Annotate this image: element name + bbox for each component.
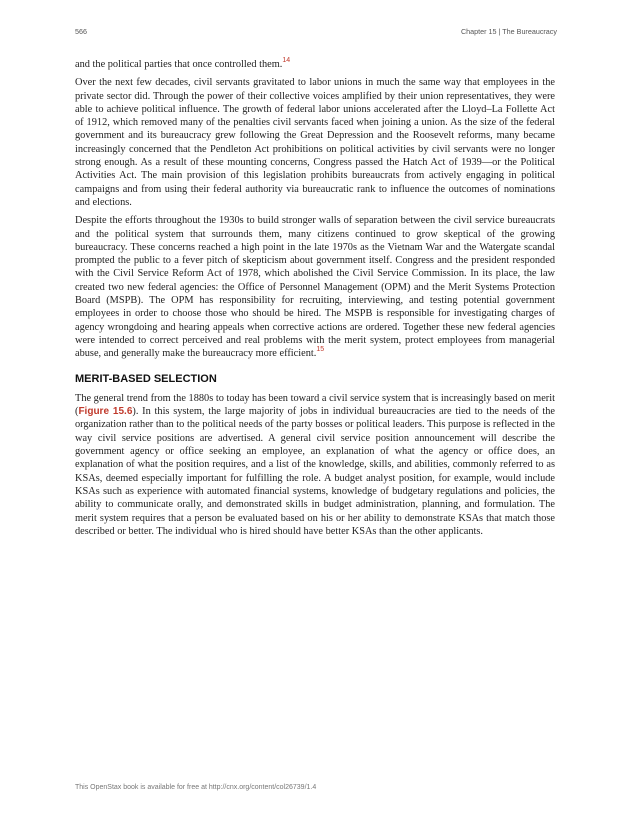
- paragraph-1-text: and the political parties that once controlled them.: [75, 59, 283, 70]
- paragraph-2: Over the next few decades, civil servants gravitated to labor unions in much the same way that employees in the private sector did. Through the power of their collective voices amplified by their union representatives, they were able to achieve political influence. The growth of federal labor unions accelerated after the Lloyd–La Follette Act of 1912, which removed many of the penalties civil servants faced when joining a union. As the size of the federal government and its bureaucracy grew following the Great Depression and the Roosevelt reforms, many became increasingly concerned that the Pendleton Act prohibitions on political activities by civil servants were no longer strong enough. As a result of these mounting concerns, Congress passed the Hatch Act of 1939—or the Political Activities Act. The main provision of this legislation prohibits bureaucrats from actively engaging in political campaigns and from using their federal authority via bureaucratic rank to influence the outcomes of nominations and elections.: [75, 77, 555, 208]
- page-number: 566: [75, 27, 87, 36]
- endnote-link-14[interactable]: 14: [282, 57, 291, 64]
- page-content: [75, 58, 555, 543]
- paragraph-4-text: ). In this system, the large majority of jobs in individual bureaucracies are tied to the needs of the organization rather than to the political needs of the party bosses or political leaders. This purpose is reflected in the way civil service positions are advertised. A general civil service position announcement will describe the government agency or office seeking an employee, an explanation of what the agency or office does, an explanation of what the position requires, and a list of the knowledge, skills, and abilities, commonly referred to as KSAs, deemed especially important for fulfilling the role. A budget analyst position, for example, would include KSAs such as experience with automated financial systems, knowledge of budgetary regulations and policies, the ability to communicate orally, and demonstrated skills in budget administration, planning, and formulation. The merit system requires that a person be evaluated based on his or her ability to demonstrate KSAs that match those described or better. The individual who is hired should have better KSAs than the other applicants.: [75, 406, 555, 537]
- figure-link[interactable]: Figure 15.6: [78, 406, 133, 418]
- paragraph-4: [75, 392, 555, 538]
- paragraph-3-text: Despite the efforts throughout the 1930s to build stronger walls of separation between the civil service bureaucrats and the political system that surrounds them, many citizens continued to grow skeptical of the growing bureaucracy. These concerns reached a high point in the late 1970s as the Vietnam War and the Watergate scandal prompted the public to a fever pitch of skepticism about government itself. Congress and the president responded with the Civil Service Reform Act of 1978, which abolished the Civil Service Commission. In its place, the law created two new federal agencies: the Office of Personnel Management (OPM) and the Merit Systems Protection Board (MSPB). The OPM has responsibility for recruiting, interviewing, and testing potential government employees in order to choose those who should be hired. The MSPB is responsible for investigating charges of agency wrongdoing and hearing appeals when corrective actions are ordered. Together these new federal agencies were intended to correct perceived and real problems with the merit system, protect employees from managerial abuse, and generally make the bureaucracy more efficient.: [75, 215, 555, 360]
- paragraph-1: [75, 58, 555, 71]
- endnote-link-15[interactable]: 15: [316, 346, 325, 354]
- footer-note: This OpenStax book is available for free at http://cnx.org/content/col26739/1.4: [75, 784, 317, 791]
- paragraph-4-intro: The general trend from the 1880s to today has been toward a civil service system that is increasingly based on merit (: [75, 392, 555, 418]
- paragraph-3: [75, 214, 555, 360]
- section-heading: MERIT-BASED SELECTION: [75, 372, 217, 385]
- chapter-header: Chapter 15 | The Bureaucracy: [460, 27, 557, 36]
